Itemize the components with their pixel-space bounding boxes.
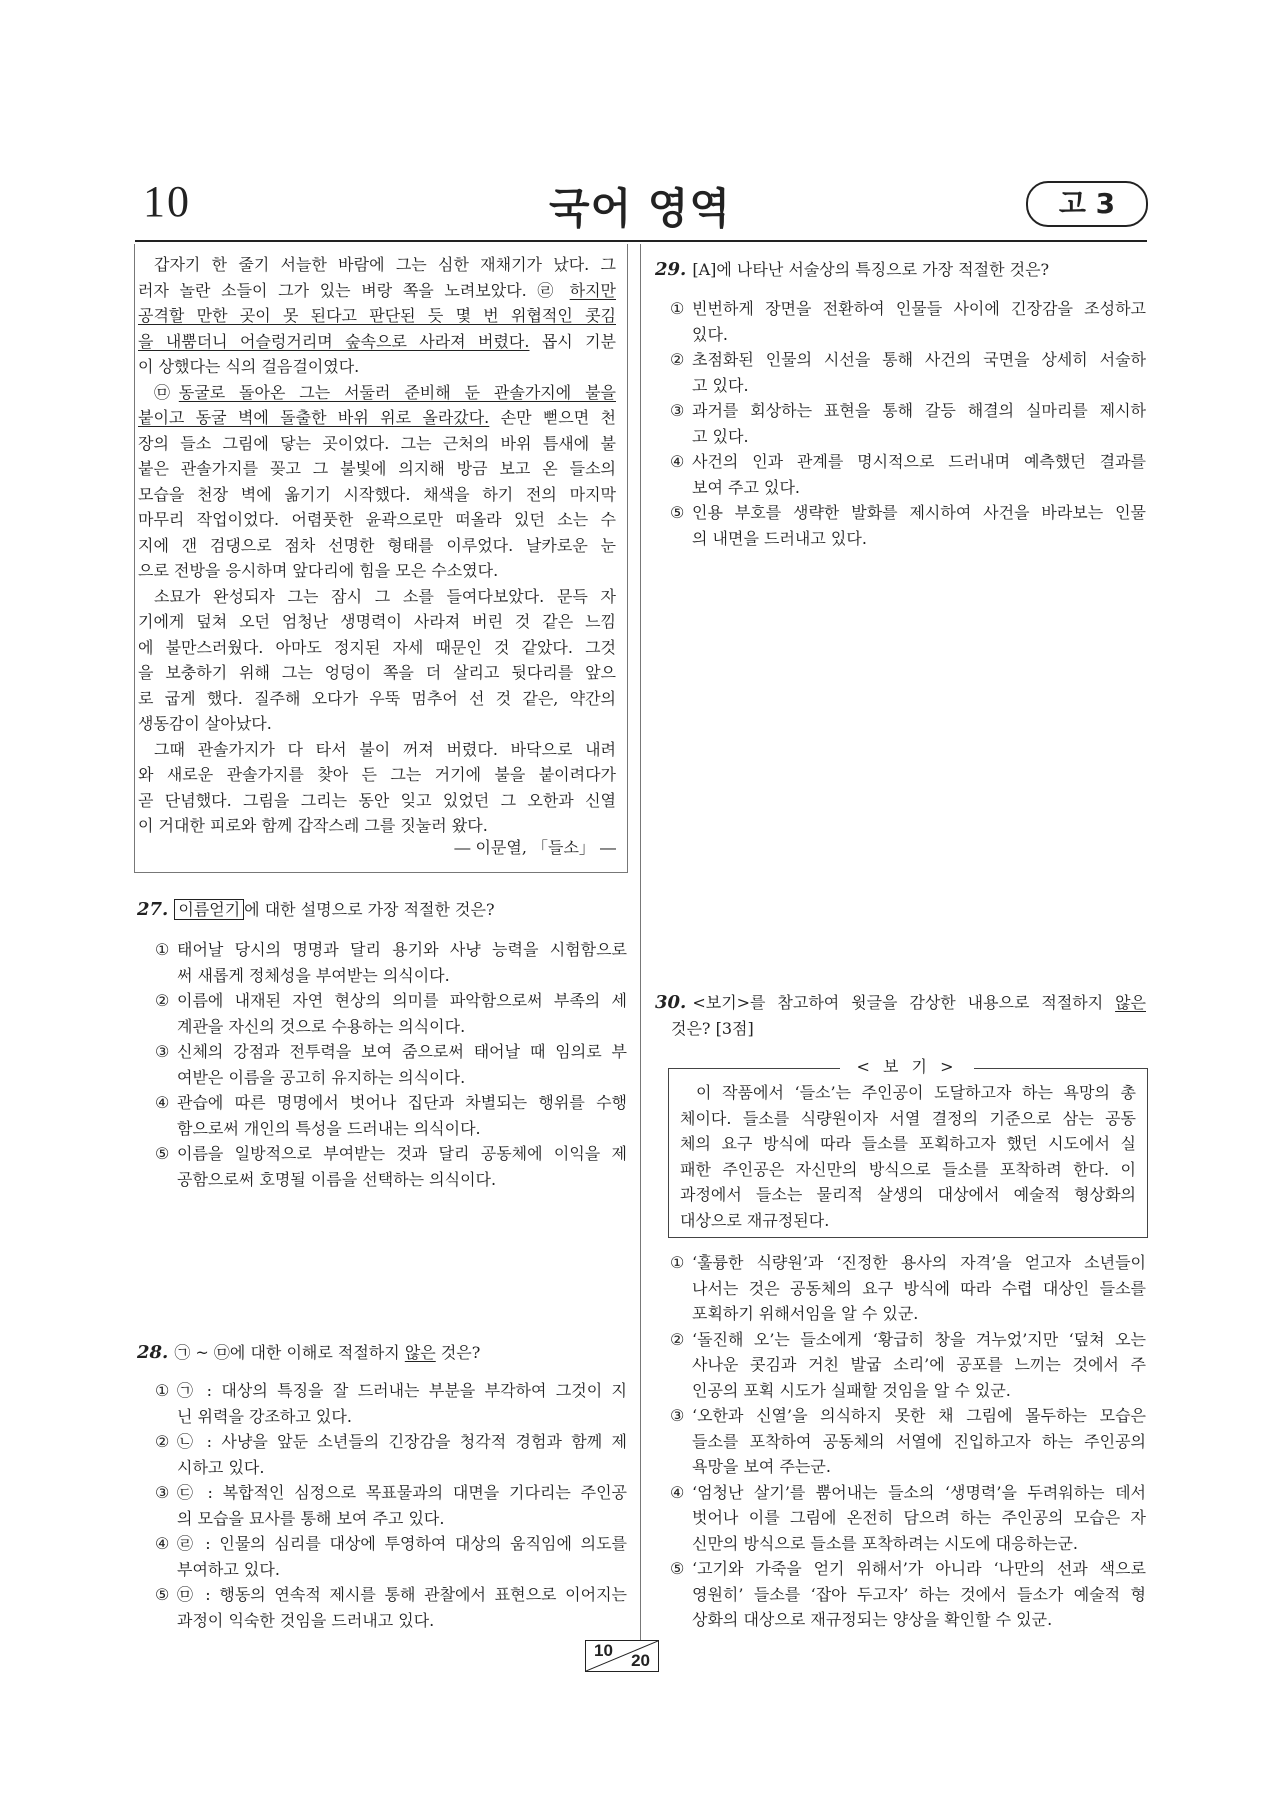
passage-line: 을 보충하기 위해 그는 엉덩이 쪽을 더 살리고 뒷다리를 앞으 (138, 663, 616, 682)
option-text-line: 공함으로써 호명될 이름을 선택하는 의식이다. (177, 1169, 497, 1189)
option-text-line: 닌 위력을 강조하고 있다. (177, 1406, 352, 1426)
passage-line: 로 굽게 했다. 질주해 오다가 우뚝 멈추어 선 것 같은, 약간의 (138, 688, 616, 708)
answer-option[interactable] (670, 398, 1146, 449)
option-number: ③ (155, 1483, 170, 1502)
answer-option[interactable] (155, 1429, 627, 1480)
passage-line: 소묘가 완성되자 그는 잠시 그 소를 들여다보았다. 문득 자 (154, 586, 616, 606)
header-divider (135, 240, 1147, 242)
option-text-line: 사건의 인과 관계를 명시적으로 드러내며 예측했던 결과를 (692, 452, 1146, 471)
passage-line: 장의 들소 그림에 닿는 곳이었다. 그는 근처의 바위 틈새에 불 (138, 433, 616, 453)
underlined-text: 하지만 (569, 280, 616, 300)
underlined-text: 을 내뿜더니 어슬렁거리며 숲속으로 사라져 버렸다. (138, 331, 530, 351)
passage-line: 이 상했다는 식의 걸음걸이였다. (138, 357, 360, 376)
option-number: ⑤ (670, 503, 685, 522)
option-text-line: 신만의 방식으로 들소를 포착하려는 시도에 대응하는군. (692, 1533, 1079, 1553)
option-text-line: 부여하고 있다. (177, 1559, 280, 1579)
option-text-line: ‘오한과 신열’을 의식하지 못한 채 그림에 몰두하는 모습은 (692, 1406, 1146, 1425)
option-number: ② (155, 1432, 170, 1451)
question-number: 27. (137, 899, 169, 920)
underlined-text: 공격할 만한 곳이 못 된다고 판단된 듯 몇 번 위협적인 콧김 (138, 306, 616, 325)
option-text-line: ㉣ : 인물의 심리를 대상에 투영하여 대상의 움직임에 의도를 (177, 1534, 627, 1553)
answer-option[interactable] (155, 1480, 627, 1531)
option-number: ④ (670, 452, 685, 471)
option-text-line: 사나운 콧김과 거친 발굽 소리’에 공포를 느끼는 것에서 주 (692, 1355, 1146, 1374)
option-text-line: 욕망을 보여 주는군. (692, 1457, 831, 1476)
option-text-line: 상화의 대상으로 재규정되는 양상을 확인할 수 있군. (692, 1610, 1053, 1629)
current-page: 10 (594, 1641, 613, 1660)
option-number: ① (155, 940, 170, 959)
answer-option[interactable] (155, 1531, 627, 1582)
option-number: ① (670, 1253, 685, 1272)
passage-text (138, 252, 616, 839)
answer-option[interactable] (155, 1582, 627, 1633)
passage-line: 이 거대한 피로와 함께 갑작스레 그를 짓눌러 왔다. (138, 816, 488, 835)
option-text-line: 의 모습을 묘사를 통해 보여 주고 있다. (177, 1508, 445, 1528)
option-number: ② (155, 991, 170, 1010)
passage-text-segment: 손만 뻗으면 천 (489, 408, 617, 427)
option-text-line: 영원히’ 들소를 ‘잡아 두고자’ 하는 것에서 들소가 예술적 형 (692, 1584, 1146, 1604)
option-text-line: 나서는 것은 공동체의 요구 방식에 따라 수렵 대상인 들소를 (692, 1278, 1146, 1298)
answer-option[interactable] (155, 1090, 627, 1141)
question-29-options (670, 296, 1146, 551)
option-text-line: ‘훌륭한 식량원’과 ‘진정한 용사의 자격’을 얻고자 소년들이 (692, 1253, 1146, 1272)
option-text-line: ㉠ : 대상의 특징을 잘 드러내는 부분을 부각하여 그것이 지 (177, 1381, 627, 1400)
option-text-line: ㉢ : 복합적인 심정으로 목표물과의 대면을 기다리는 주인공 (177, 1483, 627, 1502)
question-30-stem (655, 990, 1146, 1042)
passage-line: 지에 갠 검댕으로 점차 선명한 형태를 이루었다. 날카로운 눈 (138, 535, 616, 555)
option-text-line: 과거를 회상하는 표현을 통해 갈등 해결의 실마리를 제시하 (692, 401, 1146, 420)
passage-line: 붙은 관솔가지를 꽂고 그 불빛에 의지해 방금 보고 온 들소의 (138, 459, 616, 478)
option-number: ⑤ (155, 1144, 170, 1163)
question-text: 에 대한 설명으로 가장 적절한 것은? (244, 900, 495, 919)
question-text-line2: 것은? [3점] (671, 1019, 754, 1038)
option-text-line: 이름을 일방적으로 부여받는 것과 달리 공동체에 이익을 제 (177, 1144, 627, 1163)
question-text: <보기>를 참고하여 윗글을 감상한 내용으로 적절하지 (692, 993, 1116, 1012)
option-text-line: 초점화된 인물의 시선을 통해 사건의 국면을 상세히 서술하 (692, 350, 1146, 369)
answer-option[interactable] (670, 449, 1146, 500)
column-divider (640, 244, 641, 1640)
option-text-line: 신체의 강점과 전투력을 보여 줌으로써 태어날 때 임의로 부 (177, 1042, 627, 1061)
passage-text-segment: ㉤ (154, 382, 179, 402)
question-emphasis: 않은 (404, 1343, 436, 1362)
passage-line (138, 278, 616, 304)
option-text-line: ‘고기와 가죽을 얻기 위해서’가 아니라 ‘나만의 선과 색으로 (692, 1559, 1146, 1578)
option-text-line: 함으로써 개인의 특성을 드러내는 의식이다. (177, 1118, 481, 1138)
answer-option[interactable] (670, 296, 1146, 347)
option-text-line: 고 있다. (692, 426, 749, 446)
passage-line: 모습을 천장 벽에 옮기기 시작했다. 채색을 하기 전의 마지막 (138, 484, 616, 504)
question-28-options (155, 1378, 627, 1633)
option-number: ③ (155, 1042, 170, 1061)
question-number: 30. (655, 992, 687, 1013)
option-number: ① (670, 299, 685, 318)
option-number: ② (670, 1329, 685, 1349)
passage-attribution: ― 이문열, 「들소」 ― (454, 838, 616, 857)
option-text-line: 있다. (692, 324, 728, 344)
question-text: 것은? (435, 1343, 481, 1362)
option-number: ④ (155, 1093, 170, 1112)
option-text-line: 의 내면을 드러내고 있다. (692, 528, 867, 548)
option-text-line: 포획하기 위해서임을 알 수 있군. (692, 1304, 919, 1323)
bogi-line: 패한 주인공은 자신만의 방식으로 들소를 포착하려 한다. 이 (680, 1159, 1136, 1179)
option-number: ⑤ (155, 1585, 170, 1604)
option-text-line: 이름에 내재된 자연 현상의 의미를 파악함으로써 부족의 세 (177, 991, 627, 1010)
answer-option[interactable] (155, 1378, 627, 1429)
passage-line (138, 329, 616, 355)
answer-option[interactable] (670, 1480, 1146, 1557)
option-text-line: 과정이 익숙한 것임을 드러내고 있다. (177, 1610, 435, 1630)
bogi-line: 대상으로 재규정된다. (680, 1210, 830, 1230)
page-number: 10 (143, 177, 191, 226)
bogi-line: 체이다. 들소를 식량원이자 서열 결정의 기준으로 삼는 공동 (680, 1108, 1136, 1128)
option-number: ④ (670, 1482, 685, 1502)
answer-option[interactable] (670, 500, 1146, 551)
passage-line (138, 303, 616, 329)
question-28-stem (137, 1340, 480, 1366)
total-pages: 20 (631, 1651, 650, 1670)
page-title: 국어 영역 (549, 184, 731, 233)
option-number: ③ (670, 1406, 685, 1425)
question-27-options (155, 937, 627, 1192)
question-29-stem (655, 257, 1049, 283)
option-number: ① (155, 1381, 170, 1400)
question-30-options (670, 1250, 1146, 1633)
answer-option[interactable] (155, 937, 627, 988)
option-text-line: ㉡ : 사냥을 앞둔 소년들의 긴장감을 청각적 경험과 함께 제 (177, 1432, 627, 1451)
answer-option[interactable] (155, 1141, 627, 1192)
passage-line: 기에게 덮쳐 오던 엄청난 생명력이 사라져 버린 것 같은 느낌 (138, 612, 616, 631)
underlined-text: 동굴로 돌아온 그는 서둘러 준비해 둔 관솔가지에 불을 (178, 382, 616, 402)
question-number: 28. (137, 1342, 169, 1363)
option-number: ④ (155, 1534, 170, 1553)
answer-option[interactable] (155, 1039, 627, 1090)
passage-line (138, 380, 616, 406)
option-text-line: 계관을 자신의 것으로 수용하는 의식이다. (177, 1016, 466, 1036)
passage-line: 그때 관솔가지가 다 타서 불이 꺼져 버렸다. 바닥으로 내려 (154, 739, 616, 759)
passage-line: 에 불만스러웠다. 아마도 정지된 자세 때문인 것 같았다. 그것 (138, 637, 616, 657)
option-text-line: 태어날 당시의 명명과 달리 용기와 사냥 능력을 시험함으로 (177, 940, 627, 959)
option-text-line: 관습에 따른 명명에서 벗어나 집단과 차별되는 행위를 수행 (177, 1093, 627, 1112)
question-text: [A]에 나타난 서술상의 특징으로 가장 적절한 것은? (692, 260, 1050, 279)
passage-line (138, 405, 616, 431)
underlined-text: 붙이고 동굴 벽에 돌출한 바위 위로 올라갔다. (138, 408, 490, 427)
answer-option[interactable] (155, 988, 627, 1039)
passage-line: 곧 단념했다. 그림을 그리는 동안 잊고 있었던 그 오한과 신열 (138, 790, 616, 810)
option-text-line: 인공의 포획 시도가 실패할 것임을 알 수 있군. (692, 1380, 1011, 1400)
option-number: ③ (670, 401, 685, 420)
question-emphasis: 않은 (1115, 993, 1146, 1012)
option-text-line: 빈번하게 장면을 전환하여 인물들 사이에 긴장감을 조성하고 (692, 299, 1146, 318)
option-text-line: 보여 주고 있다. (692, 477, 800, 497)
passage-text-segment: 몹시 기분 (529, 331, 617, 351)
boxed-term: 이름얻기 (174, 899, 244, 920)
passage-line: 생동감이 살아났다. (138, 714, 272, 733)
option-number: ⑤ (670, 1559, 685, 1578)
option-text-line: 고 있다. (692, 375, 749, 395)
answer-option[interactable] (670, 1403, 1146, 1480)
passage-line: 마무리 작업이었다. 어렴풋한 윤곽으로만 떠올라 있던 소는 수 (138, 510, 616, 529)
answer-option[interactable] (670, 1556, 1146, 1633)
question-text: ㉠ ~ ㉤에 대한 이해로 적절하지 (174, 1343, 405, 1362)
answer-option[interactable] (670, 1250, 1146, 1327)
bogi-line: 이 작품에서 ‘들소’는 주인공이 도달하고자 하는 욕망의 총 (696, 1083, 1136, 1102)
bogi-line: 체의 요구 방식에 따라 들소를 포획하고자 했던 시도에서 실 (680, 1134, 1136, 1153)
page-indicator (585, 1640, 659, 1672)
option-text-line: 들소를 포착하여 공동체의 서열에 진입하고자 하는 주인공의 (692, 1431, 1146, 1451)
option-text-line: ‘엄청난 살기’를 뿜어내는 들소의 ‘생명력’을 두려워하는 데서 (692, 1482, 1146, 1502)
option-text-line: 인용 부호를 생략한 발화를 제시하여 사건을 바라보는 인물 (692, 503, 1146, 522)
option-text-line: 여받은 이름을 공고히 유지하는 의식이다. (177, 1067, 466, 1087)
bogi-text (680, 1080, 1136, 1233)
bogi-line: 과정에서 들소는 물리적 살생의 대상에서 예술적 형상화의 (680, 1185, 1136, 1204)
passage-line: 으로 전방을 응시하며 앞다리에 힘을 모은 수소였다. (138, 561, 499, 580)
answer-option[interactable] (670, 347, 1146, 398)
bogi-label: < 보 기 > (840, 1056, 974, 1078)
grade-badge: 고 3 (1026, 181, 1148, 227)
question-27-stem (137, 897, 495, 923)
option-text-line: ㉤ : 행동의 연속적 제시를 통해 관찰에서 표현으로 이어지는 (177, 1585, 627, 1604)
question-number: 29. (655, 259, 687, 280)
option-text-line: 벗어나 이를 그림에 온전히 담으려 하는 주인공의 모습은 자 (692, 1508, 1146, 1527)
answer-option[interactable] (670, 1327, 1146, 1404)
option-text-line: ‘돌진해 오’는 들소에게 ‘황급히 창을 겨누었’지만 ‘덮쳐 오는 (692, 1329, 1146, 1349)
option-number: ② (670, 350, 685, 369)
option-text-line: 시하고 있다. (177, 1457, 265, 1477)
passage-line: 와 새로운 관솔가지를 찾아 든 그는 거기에 불을 붙이려다가 (138, 765, 616, 784)
passage-text-segment: 러자 놀란 소들이 그가 있는 벼랑 쪽을 노려보았다. ㉣ (138, 280, 570, 300)
option-text-line: 써 새롭게 정체성을 부여받는 의식이다. (177, 965, 450, 985)
passage-line: 갑자기 한 줄기 서늘한 바람에 그는 심한 재채기가 났다. 그 (154, 255, 616, 274)
